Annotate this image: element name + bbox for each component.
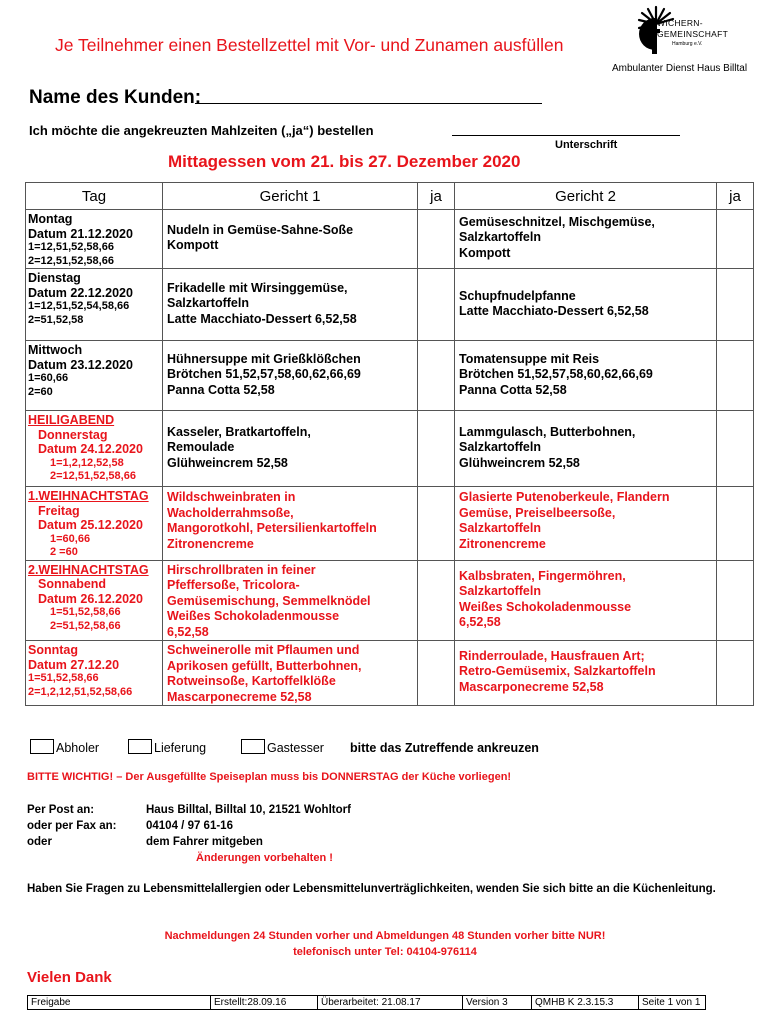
dish-line: Salzkartoffeln bbox=[459, 230, 541, 245]
dish-line: Lammgulasch, Butterbohnen, bbox=[459, 424, 636, 439]
day-date: Datum 23.12.2020 bbox=[28, 357, 133, 372]
thanks-text: Vielen Dank bbox=[27, 969, 112, 986]
dish-line: Glasierte Putenoberkeule, Flandern bbox=[459, 490, 670, 504]
dish1-cell bbox=[163, 210, 418, 269]
dish-line: Zitronencreme bbox=[459, 536, 546, 551]
ja1-checkbox-cell[interactable] bbox=[418, 411, 455, 487]
dish-line: Rotweinsoße, Kartoffelklöße bbox=[167, 674, 336, 688]
table-row bbox=[26, 269, 754, 341]
header-day: Tag bbox=[26, 183, 163, 210]
ja2-checkbox-cell[interactable] bbox=[717, 641, 754, 706]
order-statement: Ich möchte die angekreuzten Mahlzeiten („ja“) bestellen bbox=[29, 123, 374, 138]
dish-line: Brötchen 51,52,57,58,60,62,66,69 bbox=[167, 367, 361, 382]
day-date: Datum 27.12.20 bbox=[28, 657, 120, 672]
day-cell bbox=[26, 210, 163, 269]
header-dish2: Gericht 2 bbox=[455, 183, 717, 210]
dish1-cell bbox=[163, 641, 418, 706]
dish-line: Latte Macchiato-Dessert 6,52,58 bbox=[459, 304, 649, 318]
ja2-checkbox-cell[interactable] bbox=[717, 411, 754, 487]
pickup-label: Abholer bbox=[56, 741, 100, 755]
dish-line: Glühweincrem 52,58 bbox=[459, 455, 580, 470]
dish-line: Salzkartoffeln bbox=[167, 296, 249, 311]
day-code2: 2=12,51,52,58,66 bbox=[28, 254, 114, 267]
notice-line1: Nachmeldungen 24 Stunden vorher und Abmeldungen 48 Stunden vorher bitte NUR! bbox=[164, 930, 606, 942]
delivery-checkbox[interactable] bbox=[128, 739, 152, 754]
option-delivery[interactable] bbox=[128, 739, 206, 757]
dish-line: Kasseler, Bratkartoffeln, bbox=[167, 424, 311, 439]
day-code1: 1=51,52,58,66 bbox=[28, 672, 99, 684]
signature-label: Unterschrift bbox=[555, 139, 618, 151]
footer-page: Seite 1 von 1 bbox=[639, 996, 706, 1010]
day-date: Datum 24.12.2020 bbox=[38, 442, 143, 456]
dish-line: Hirschrollbraten in feiner bbox=[167, 562, 316, 577]
ja2-checkbox-cell[interactable] bbox=[717, 560, 754, 641]
ja1-checkbox-cell[interactable] bbox=[418, 641, 455, 706]
logo-text-line2: GEMEINSCHAFT bbox=[657, 29, 729, 39]
dish-line: Zitronencreme bbox=[167, 536, 254, 551]
allergy-question: Haben Sie Fragen zu Lebensmittelallergien oder Lebensmittelunverträglichkeiten, wenden Sie sich bitte an die Küchenleitung. bbox=[27, 883, 716, 895]
dish2-cell bbox=[455, 411, 717, 487]
day-code2: 2=1,2,12,51,52,58,66 bbox=[28, 685, 133, 698]
day-name: Sonntag bbox=[28, 643, 78, 657]
footer-revised: Überarbeitet: 21.08.17 bbox=[318, 996, 463, 1010]
post-label: Per Post an: bbox=[27, 804, 95, 816]
dish1-cell bbox=[163, 487, 418, 561]
post-address: Haus Billtal, Billtal 10, 21521 Wohltorf bbox=[146, 804, 351, 816]
dish-line: Weißes Schokoladenmousse bbox=[167, 609, 340, 623]
day-code2: 2 =60 bbox=[50, 546, 78, 558]
dish-line: Kalbsbraten, Fingermöhren, bbox=[459, 568, 626, 583]
signature-field[interactable] bbox=[452, 135, 680, 136]
day-holiday: 1.WEIHNACHTSTAG bbox=[28, 489, 149, 503]
dish-line: Retro-Gemüsemix, Salzkartoffeln bbox=[459, 664, 656, 679]
ja1-checkbox-cell[interactable] bbox=[418, 210, 455, 269]
dish1-cell bbox=[163, 411, 418, 487]
day-date: Datum 22.12.2020 bbox=[28, 285, 133, 300]
ja1-checkbox-cell[interactable] bbox=[418, 341, 455, 411]
ja1-checkbox-cell[interactable] bbox=[418, 560, 455, 641]
dish1-cell bbox=[163, 269, 418, 341]
day-holiday: 2.WEIHNACHTSTAG bbox=[28, 562, 149, 577]
dish-line: Salzkartoffeln bbox=[459, 440, 541, 455]
or-label: oder bbox=[27, 836, 52, 848]
diner-checkbox[interactable] bbox=[241, 739, 265, 754]
dish-line: Nudeln in Gemüse-Sahne-Soße bbox=[167, 222, 354, 237]
ja2-checkbox-cell[interactable] bbox=[717, 269, 754, 341]
day-date: Datum 26.12.2020 bbox=[38, 591, 143, 606]
dish-line: Weißes Schokoladenmousse bbox=[459, 599, 632, 614]
contact-labels bbox=[27, 802, 116, 850]
day-code1: 1=60,66 bbox=[28, 372, 69, 384]
driver-option: dem Fahrer mitgeben bbox=[146, 836, 263, 848]
dish-line: Panna Cotta 52,58 bbox=[459, 382, 567, 397]
dish-line: Mascarponecreme 52,58 bbox=[459, 679, 604, 694]
dish-line: Rinderroulade, Hausfrauen Art; bbox=[459, 648, 645, 663]
dish-line: Kompott bbox=[167, 238, 219, 252]
dish2-cell bbox=[455, 487, 717, 561]
menu-table bbox=[25, 182, 754, 706]
header-ja2: ja bbox=[717, 183, 754, 210]
options-hint: bitte das Zutreffende ankreuzen bbox=[350, 741, 539, 755]
dish2-cell bbox=[455, 269, 717, 341]
ja2-checkbox-cell[interactable] bbox=[717, 210, 754, 269]
day-code1: 1=51,52,58,66 bbox=[50, 606, 121, 618]
menu-title: Mittagessen vom 21. bis 27. Dezember 2020 bbox=[168, 152, 521, 171]
dish-line: Aprikosen gefüllt, Butterbohnen, bbox=[167, 658, 362, 673]
dish-line: Pfeffersoße, Tricolora- bbox=[167, 578, 300, 592]
ja2-checkbox-cell[interactable] bbox=[717, 487, 754, 561]
footer-version: Version 3 bbox=[463, 996, 532, 1010]
changes-note: Änderungen vorbehalten ! bbox=[196, 852, 333, 864]
dish-line: Schweinerolle mit Pflaumen und bbox=[167, 643, 360, 657]
fax-number: 04104 / 97 61-16 bbox=[146, 820, 233, 832]
instruction-text: Je Teilnehmer einen Bestellzettel mit Vor- und Zunamen ausfüllen bbox=[55, 35, 564, 55]
day-code1: 1=1,2,12,52,58 bbox=[50, 456, 124, 469]
logo-text-line3: Hamburg e.V. bbox=[672, 41, 703, 47]
day-name: Donnerstag bbox=[38, 427, 108, 442]
day-name: Freitag bbox=[38, 503, 80, 518]
notice-line2: telefonisch unter Tel: 04104-976114 bbox=[293, 946, 477, 958]
pickup-checkbox[interactable] bbox=[30, 739, 54, 754]
table-row bbox=[26, 560, 754, 641]
day-cell bbox=[26, 269, 163, 341]
dish-line: Remoulade bbox=[167, 440, 235, 455]
table-row bbox=[26, 487, 754, 561]
day-date: Datum 25.12.2020 bbox=[38, 518, 143, 532]
dish-line: Gemüseschnitzel, Mischgemüse, bbox=[459, 214, 655, 229]
table-row bbox=[26, 341, 754, 411]
day-name: Sonnabend bbox=[38, 577, 107, 591]
dish2-cell bbox=[455, 210, 717, 269]
dish-line: Frikadelle mit Wirsinggemüse, bbox=[167, 280, 348, 295]
footer-created: Erstellt:28.09.16 bbox=[211, 996, 318, 1010]
table-row bbox=[26, 210, 754, 269]
day-date: Datum 21.12.2020 bbox=[28, 226, 133, 241]
ja1-checkbox-cell[interactable] bbox=[418, 269, 455, 341]
day-code2: 2=12,51,52,58,66 bbox=[50, 470, 136, 482]
day-cell bbox=[26, 411, 163, 487]
day-name: Montag bbox=[28, 212, 73, 226]
dish-line: Brötchen 51,52,57,58,60,62,66,69 bbox=[459, 367, 653, 382]
dish-line: Schupfnudelpfanne bbox=[459, 288, 576, 303]
header-ja1: ja bbox=[418, 183, 455, 210]
dish-line: Kompott bbox=[459, 245, 511, 260]
dish-line: Gemüsemischung, Semmelknödel bbox=[167, 593, 371, 608]
day-name: Dienstag bbox=[28, 271, 81, 285]
dish-line: Panna Cotta 52,58 bbox=[167, 382, 275, 397]
customer-name-field[interactable] bbox=[195, 103, 542, 104]
dish-line: Latte Macchiato-Dessert 6,52,58 bbox=[167, 311, 357, 326]
dish2-cell bbox=[455, 560, 717, 641]
dish-line: Glühweincrem 52,58 bbox=[167, 455, 288, 470]
day-code1: 1=60,66 bbox=[50, 532, 91, 545]
table-row bbox=[26, 411, 754, 487]
day-cell bbox=[26, 341, 163, 411]
day-cell bbox=[26, 487, 163, 561]
service-name: Ambulanter Dienst Haus Billtal bbox=[612, 63, 748, 74]
footer-doc-id: QMHB K 2.3.15.3 bbox=[532, 996, 639, 1010]
day-cell bbox=[26, 641, 163, 706]
logo-text-line1: WICHERN- bbox=[657, 18, 703, 28]
dish-line: Wacholderrahmsoße, bbox=[167, 505, 294, 520]
dish-line: Mascarponecreme 52,58 bbox=[167, 689, 312, 704]
table-header-row bbox=[26, 183, 754, 210]
dish1-cell bbox=[163, 560, 418, 641]
footer-release: Freigabe bbox=[28, 996, 211, 1010]
dish-line: 6,52,58 bbox=[167, 624, 209, 639]
dish-line: Mangorotkohl, Petersilienkartoffeln bbox=[167, 521, 377, 535]
delivery-label: Lieferung bbox=[154, 741, 207, 755]
ja2-checkbox-cell[interactable] bbox=[717, 341, 754, 411]
day-code1: 1=12,51,52,58,66 bbox=[28, 241, 114, 253]
contact-values bbox=[146, 802, 351, 850]
footer-table bbox=[27, 995, 706, 1010]
table-row bbox=[26, 641, 754, 706]
dish2-cell bbox=[455, 341, 717, 411]
day-code2: 2=51,52,58 bbox=[28, 313, 84, 326]
dish-line: Wildschweinbraten in bbox=[167, 490, 296, 504]
ja1-checkbox-cell[interactable] bbox=[418, 487, 455, 561]
dish-line: 6,52,58 bbox=[459, 615, 501, 629]
dish-line: Salzkartoffeln bbox=[459, 521, 541, 535]
day-code1: 1=12,51,52,54,58,66 bbox=[28, 300, 130, 312]
header-dish1: Gericht 1 bbox=[163, 183, 418, 210]
day-name: Mittwoch bbox=[28, 343, 83, 357]
dish-line: Gemüse, Preiselbeersoße, bbox=[459, 505, 616, 520]
option-pickup[interactable] bbox=[30, 739, 99, 757]
day-code2: 2=51,52,58,66 bbox=[50, 619, 121, 632]
diner-label: Gastesser bbox=[267, 741, 324, 755]
day-holiday: HEILIGABEND bbox=[28, 413, 115, 427]
day-cell bbox=[26, 560, 163, 641]
dish-line: Salzkartoffeln bbox=[459, 584, 541, 598]
dish2-cell bbox=[455, 641, 717, 706]
customer-name-label: Name des Kunden: bbox=[29, 87, 202, 108]
important-warning: BITTE WICHTIG! – Der Ausgefüllte Speiseplan muss bis DONNERSTAG der Küche vorliegen! bbox=[27, 771, 512, 783]
dish-line: Hühnersuppe mit Grießklößchen bbox=[167, 351, 361, 366]
dish-line: Tomatensuppe mit Reis bbox=[459, 351, 600, 366]
day-code2: 2=60 bbox=[28, 385, 53, 398]
fax-label: oder per Fax an: bbox=[27, 820, 117, 832]
option-diner[interactable] bbox=[241, 739, 324, 757]
dish1-cell bbox=[163, 341, 418, 411]
